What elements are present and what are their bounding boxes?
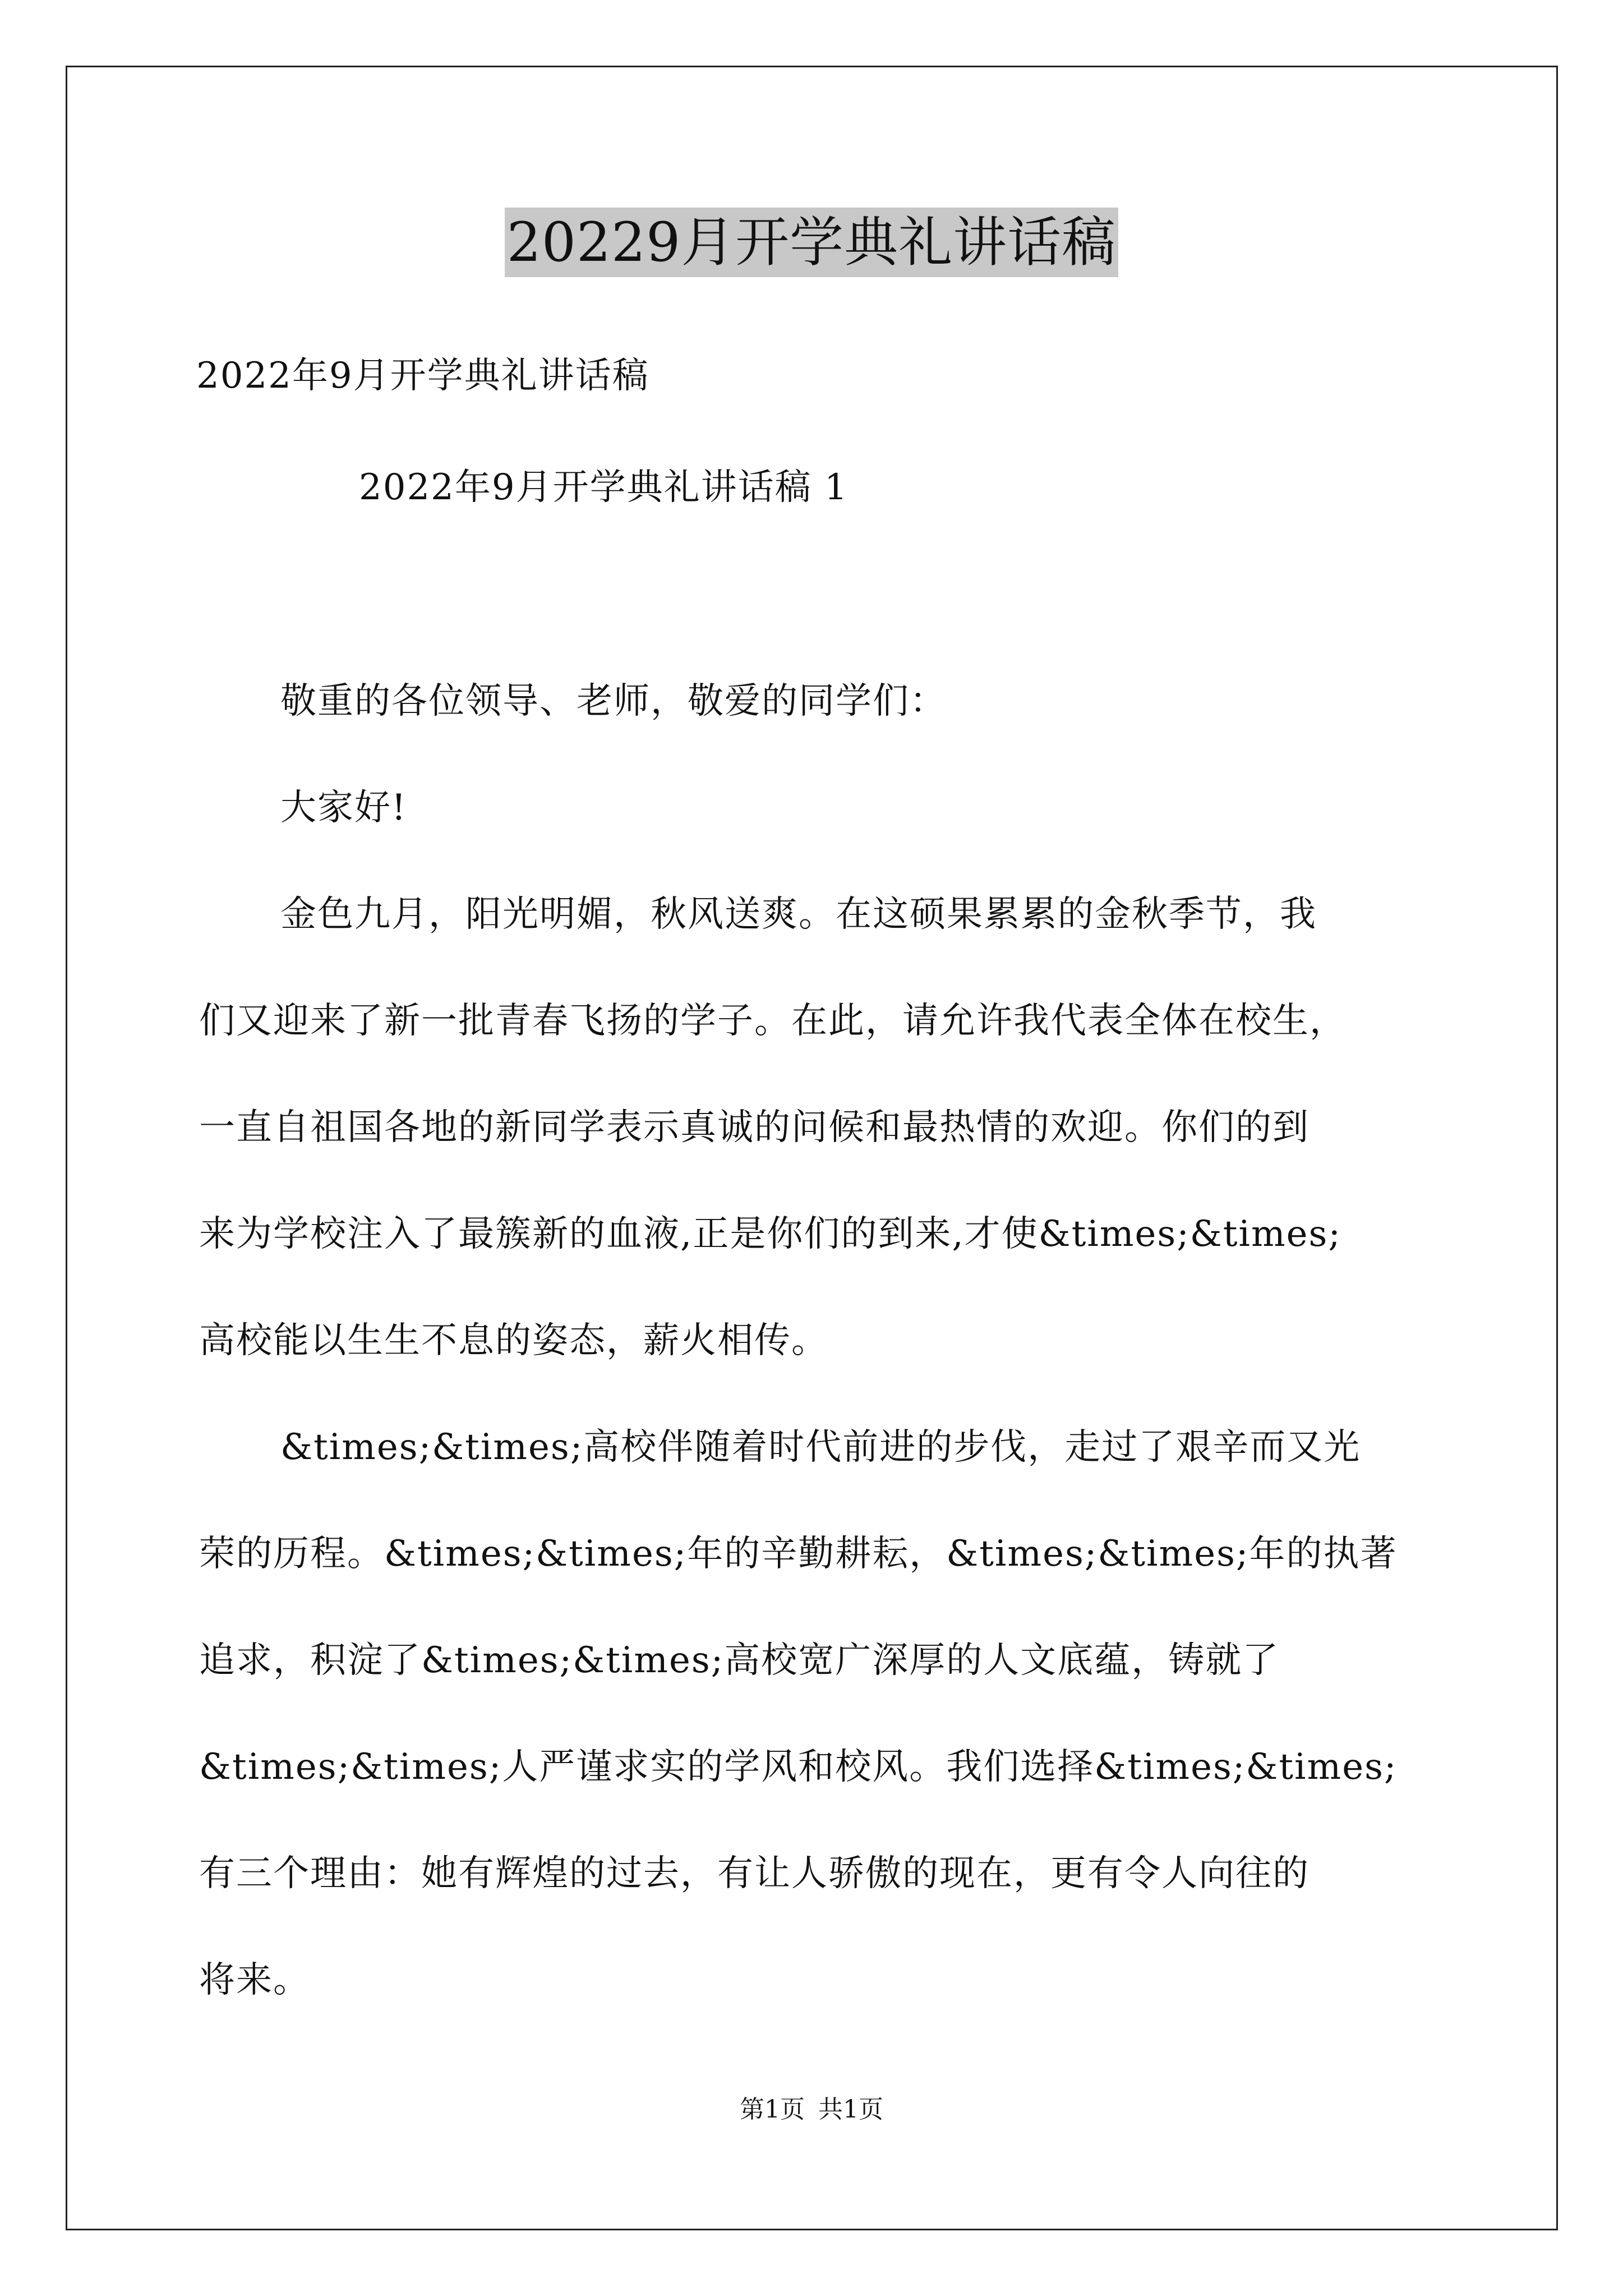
paragraph-line: &times;&times;高校伴随着时代前进的步伐，走过了艰辛而又光 (280, 1427, 1361, 1468)
paragraph-line: &times;&times;人严谨求实的学风和校风。我们选择&times;&times; (199, 1746, 1398, 1788)
title-container (0, 208, 1623, 277)
paragraph-line: 有三个理由：她有辉煌的过去，有让人骄傲的现在，更有令人向往的 (199, 1853, 1310, 1894)
section-heading: 2022年9月开学典礼讲话稿 1 (359, 467, 849, 508)
greeting: 大家好! (280, 787, 407, 829)
paragraph-line: 将来。 (199, 1959, 310, 2001)
document-title: 20229月开学典礼讲话稿 (505, 208, 1118, 277)
paragraph-line: 追求，积淀了&times;&times;高校宽广深厚的人文底蕴，铸就了 (199, 1640, 1280, 1681)
document-subtitle: 2022年9月开学典礼讲话稿 (196, 355, 649, 397)
paragraph-line: 高校能以生生不息的姿态，薪火相传。 (199, 1320, 828, 1361)
paragraph-line: 金色九月，阳光明媚，秋风送爽。在这硕果累累的金秋季节，我 (280, 894, 1317, 935)
salutation: 敬重的各位领导、老师，敬爱的同学们： (280, 680, 947, 722)
page-footer: 第1页 共1页 (740, 2095, 883, 2124)
paragraph-line: 荣的历程。&times;&times;年的辛勤耕耘，&times;&times;年的执著 (199, 1533, 1398, 1575)
paragraph-line: 一直自祖国各地的新同学表示真诚的问候和最热情的欢迎。你们的到 (199, 1107, 1310, 1148)
paragraph-line: 们又迎来了新一批青春飞扬的学子。在此，请允许我代表全体在校生， (199, 1000, 1347, 1042)
paragraph-line: 来为学校注入了最簇新的血液,正是你们的到来,才使&times;&times; (199, 1213, 1341, 1255)
